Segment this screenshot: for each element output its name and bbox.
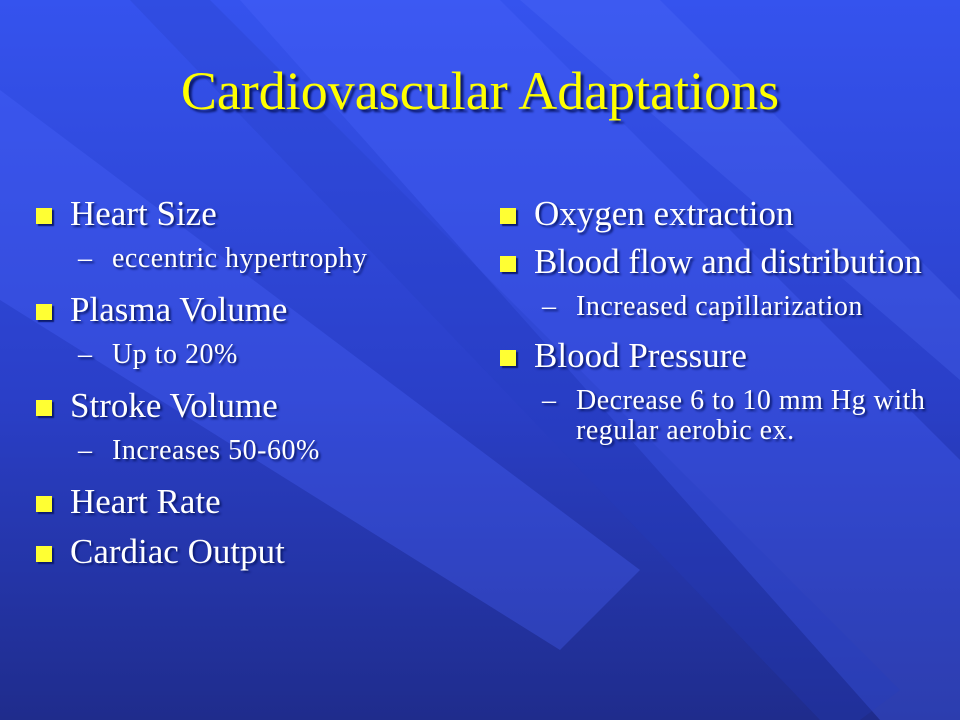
sub-bullet-label: Up to 20% [112,339,238,370]
bullet-oxygen-extraction [500,196,952,232]
square-bullet-icon [36,400,52,416]
right-column [500,196,952,462]
sub-bullet-blood-pressure [500,386,952,446]
sub-bullet-heart-size [36,244,456,274]
bullet-label: Heart Size [70,194,217,233]
bullet-blood-flow [500,244,952,280]
bullet-heart-rate [36,484,456,520]
bullet-label: Stroke Volume [70,386,278,425]
bullet-plasma-volume [36,292,456,328]
bullet-label: Oxygen extraction [534,194,794,233]
bullet-label: Plasma Volume [70,290,288,329]
square-bullet-icon [500,208,516,224]
dash-icon: – [78,243,93,274]
dash-icon: – [542,385,557,416]
sub-bullet-plasma-volume [36,340,456,370]
sub-bullet-label: eccentric hypertrophy [112,243,368,274]
square-bullet-icon [36,208,52,224]
bullet-label: Cardiac Output [70,532,285,571]
square-bullet-icon [36,304,52,320]
bullet-cardiac-output [36,534,456,570]
left-column [36,196,456,584]
bullet-label: Blood Pressure [534,336,747,375]
dash-icon: – [78,435,93,466]
sub-bullet-label: Increases 50-60% [112,435,320,466]
sub-bullet-blood-flow [500,292,952,322]
square-bullet-icon [36,546,52,562]
slide-title: Cardiovascular Adaptations [180,61,780,121]
square-bullet-icon [500,350,516,366]
bullet-label: Heart Rate [70,482,221,521]
sub-bullet-label: Decrease 6 to 10 mm Hg with regular aerobic ex. [576,385,926,446]
dash-icon: – [542,291,557,322]
square-bullet-icon [500,256,516,272]
bullet-heart-size [36,196,456,232]
dash-icon: – [78,339,93,370]
bullet-label: Blood flow and distribution [534,242,922,281]
sub-bullet-label: Increased capillarization [576,291,863,322]
bullet-blood-pressure [500,338,952,374]
square-bullet-icon [36,496,52,512]
sub-bullet-stroke-volume [36,436,456,466]
bullet-stroke-volume [36,388,456,424]
